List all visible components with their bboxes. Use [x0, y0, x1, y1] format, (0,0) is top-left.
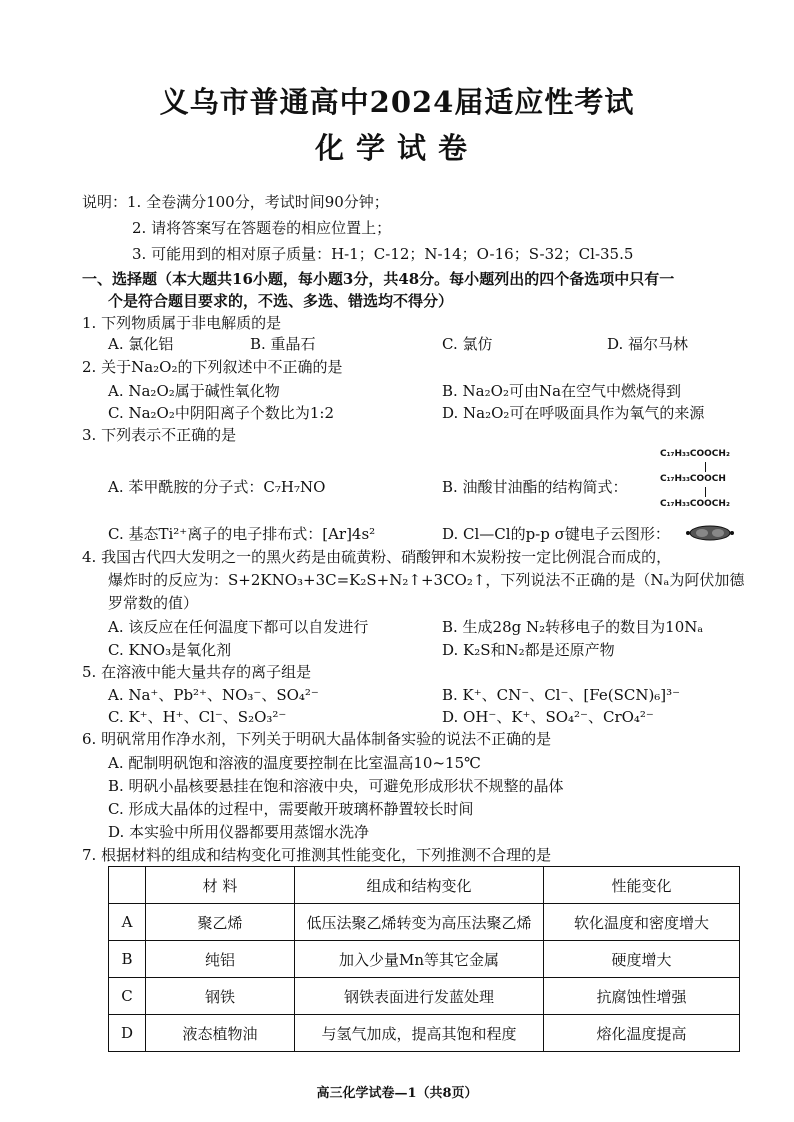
table-row: [109, 978, 740, 1015]
q6-option-d: D. 本实验中所用仪器都要用蒸馏水洗净: [108, 823, 370, 841]
q4-option-d: D. K₂S和N₂都是还原产物: [442, 641, 615, 659]
q2-option-a: A. Na₂O₂属于碱性氧化物: [108, 382, 280, 400]
q1-option-d: D. 福尔马林: [607, 335, 689, 353]
q3-option-a: A. 苯甲酰胺的分子式：C₇H₇NO: [108, 478, 326, 496]
note-2: 2. 请将答案写在答题卷的相应位置上；: [132, 219, 392, 237]
page-footer: 高三化学试卷—1（共8页）: [316, 1086, 478, 1101]
table-cell: 加入少量Mn等其它金属: [295, 941, 544, 978]
sigma-bond-electron-cloud-icon: [685, 525, 735, 541]
bond-line-1: [705, 462, 706, 472]
table-cell: 聚乙烯: [146, 904, 295, 941]
table-row: [109, 904, 740, 941]
q4-stem-line1: 4. 我国古代四大发明之一的黑火药是由硫黄粉、硝酸钾和木炭粉按一定比例混合而成的，: [82, 548, 672, 566]
table-cell: 纯铝: [146, 941, 295, 978]
q1-option-a: A. 氯化铝: [108, 335, 174, 353]
table-cell: 钢铁表面进行发蓝处理: [295, 978, 544, 1015]
q1-stem: 1. 下列物质属于非电解质的是: [82, 314, 282, 332]
q6-option-b: B. 明矾小晶核要悬挂在饱和溶液中央，可避免形成形状不规整的晶体: [108, 777, 564, 795]
materials-table: [108, 866, 740, 1052]
table-header-cell: [109, 867, 146, 904]
q2-option-b: B. Na₂O₂可由Na在空气中燃烧得到: [442, 382, 682, 400]
q5-option-d: D. OH⁻、K⁺、SO₄²⁻、CrO₄²⁻: [442, 708, 654, 726]
q3-option-d: D. Cl—Cl的p-p σ键电子云图形：: [442, 525, 670, 543]
q2-stem: 2. 关于Na₂O₂的下列叙述中不正确的是: [82, 358, 343, 376]
structure-line3: C₁₇H₃₃COOCH₂: [660, 499, 730, 509]
table-cell: 抗腐蚀性增强: [544, 978, 740, 1015]
note-1: 说明：1. 全卷满分100分，考试时间90分钟；: [82, 193, 389, 211]
table-cell: 硬度增大: [544, 941, 740, 978]
bond-line-2: [705, 487, 706, 497]
exam-subtitle: 化学试卷: [314, 131, 479, 165]
exam-title: 义乌市普通高中2024届适应性考试: [159, 85, 635, 119]
q7-stem: 7. 根据材料的组成和结构变化可推测其性能变化，下列推测不合理的是: [82, 846, 552, 864]
section-heading-line1: 一、选择题（本大题共16小题，每小题3分，共48分。每小题列出的四个备选项中只有一: [82, 270, 675, 288]
table-cell: 钢铁: [146, 978, 295, 1015]
table-cell: D: [109, 1015, 146, 1052]
table-cell: A: [109, 904, 146, 941]
table-cell: B: [109, 941, 146, 978]
q2-option-d: D. Na₂O₂可在呼吸面具作为氧气的来源: [442, 404, 705, 422]
table-cell: 低压法聚乙烯转变为高压法聚乙烯: [295, 904, 544, 941]
note-3: 3. 可能用到的相对原子质量：H-1；C-12；N-14；O-16；S-32；Cl-35.5: [132, 245, 634, 263]
q4-option-b: B. 生成28g N₂转移电子的数目为10Nₐ: [442, 618, 704, 636]
table-cell: 熔化温度提高: [544, 1015, 740, 1052]
q3-stem: 3. 下列表示不正确的是: [82, 426, 237, 444]
q6-option-a: A. 配制明矾饱和溶液的温度要控制在比室温高10~15℃: [108, 754, 481, 772]
q4-option-a: A. 该反应在任何温度下都可以自发进行: [108, 618, 369, 636]
q5-option-b: B. K⁺、CN⁻、Cl⁻、[Fe(SCN)₆]³⁻: [442, 686, 681, 704]
table-header-cell: 组成和结构变化: [295, 867, 544, 904]
table-cell: 液态植物油: [146, 1015, 295, 1052]
structure-line2: C₁₇H₃₃COOCH: [660, 474, 726, 484]
q5-option-c: C. K⁺、H⁺、Cl⁻、S₂O₃²⁻: [108, 708, 287, 726]
q3-option-c: C. 基态Ti²⁺离子的电子排布式：[Ar]4s²: [108, 525, 376, 543]
q4-stem-line2: 爆炸时的反应为：S+2KNO₃+3C=K₂S+N₂↑+3CO₂↑，下列说法不正确的是（Nₐ为阿伏加德: [108, 571, 745, 589]
q2-option-c: C. Na₂O₂中阴阳离子个数比为1:2: [108, 404, 335, 422]
table-row: [109, 941, 740, 978]
table-cell: C: [109, 978, 146, 1015]
table-header-row: [109, 867, 740, 904]
q4-stem-line3: 罗常数的值）: [108, 594, 199, 612]
q3-option-b: B. 油酸甘油酯的结构简式：: [442, 478, 628, 496]
q4-option-c: C. KNO₃是氧化剂: [108, 641, 232, 659]
q1-option-c: C. 氯仿: [442, 335, 493, 353]
section-heading-line2: 个是符合题目要求的，不选、多选、错选均不得分）: [108, 292, 454, 310]
table-row: [109, 1015, 740, 1052]
q1-option-b: B. 重晶石: [250, 335, 316, 353]
table-cell: 软化温度和密度增大: [544, 904, 740, 941]
q5-stem: 5. 在溶液中能大量共存的离子组是: [82, 663, 312, 681]
q5-option-a: A. Na⁺、Pb²⁺、NO₃⁻、SO₄²⁻: [108, 686, 319, 704]
table-header-cell: 性能变化: [544, 867, 740, 904]
table-cell: 与氢气加成，提高其饱和程度: [295, 1015, 544, 1052]
q6-option-c: C. 形成大晶体的过程中，需要敞开玻璃杯静置较长时间: [108, 800, 474, 818]
q6-stem: 6. 明矾常用作净水剂，下列关于明矾大晶体制备实验的说法不正确的是: [82, 730, 552, 748]
table-header-cell: 材 料: [146, 867, 295, 904]
structure-line1: C₁₇H₃₃COOCH₂: [660, 449, 730, 459]
